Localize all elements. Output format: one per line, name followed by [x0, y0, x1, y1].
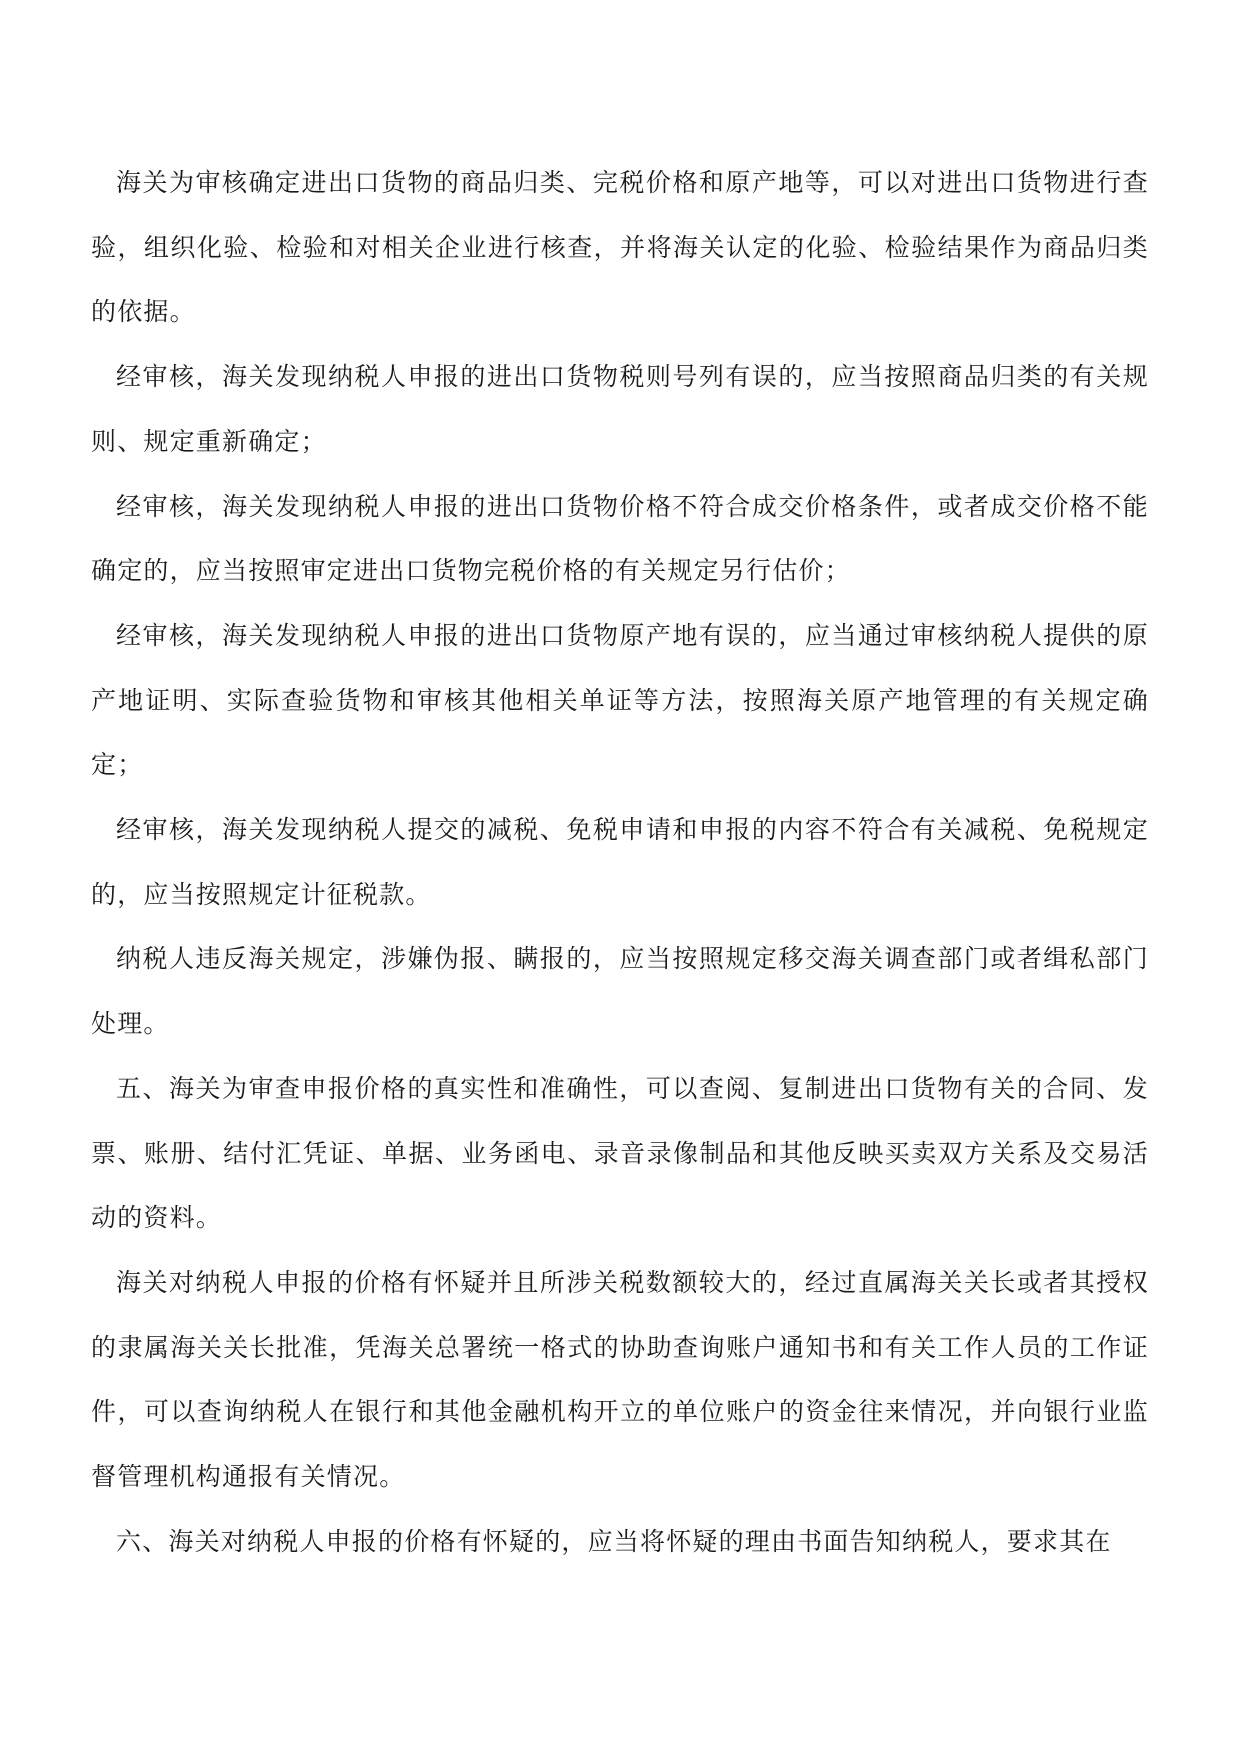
paragraph-2: 经审核，海关发现纳税人申报的进出口货物税则号列有误的，应当按照商品归类的有关规则、规定重新确定； — [91, 362, 1149, 456]
paragraph-4: 经审核，海关发现纳税人申报的进出口货物原产地有误的，应当通过审核纳税人提供的原产地证明、实际查验货物和审核其他相关单证等方法，按照海关原产地管理的有关规定确定； — [91, 620, 1149, 780]
paragraph-6: 纳税人违反海关规定，涉嫌伪报、瞒报的，应当按照规定移交海关调查部门或者缉私部门处理。 — [91, 944, 1149, 1039]
paragraph-7: 五、海关为审查申报价格的真实性和准确性，可以查阅、复制进出口货物有关的合同、发票、账册、结付汇凭证、单据、业务函电、录音录像制品和其他反映买卖双方关系及交易活动的资料。 — [91, 1073, 1149, 1233]
paragraph-8: 海关对纳税人申报的价格有怀疑并且所涉关税数额较大的，经过直属海关关长或者其授权的隶属海关关长批准，凭海关总署统一格式的协助查询账户通知书和有关工作人员的工作证件，可以查询纳税人在银行和其他金融机构开立的单位账户的资金往来情况，并向银行业监督管理机构通报有关情况。 — [91, 1267, 1149, 1492]
paragraph-9: 六、海关对纳税人申报的价格有怀疑的，应当将怀疑的理由书面告知纳税人，要求其在 — [116, 1526, 1112, 1556]
paragraph-1: 海关为审核确定进出口货物的商品归类、完税价格和原产地等，可以对进出口货物进行查验，组织化验、检验和对相关企业进行核查，并将海关认定的化验、检验结果作为商品归类的依据。 — [91, 168, 1149, 327]
paragraph-3: 经审核，海关发现纳税人申报的进出口货物价格不符合成交价格条件，或者成交价格不能确定的，应当按照审定进出口货物完税价格的有关规定另行估价； — [91, 491, 1149, 586]
paragraph-5: 经审核，海关发现纳税人提交的减税、免税申请和申报的内容不符合有关减税、免税规定的，应当按照规定计征税款。 — [91, 815, 1149, 909]
document-body — [91, 151, 1149, 1574]
